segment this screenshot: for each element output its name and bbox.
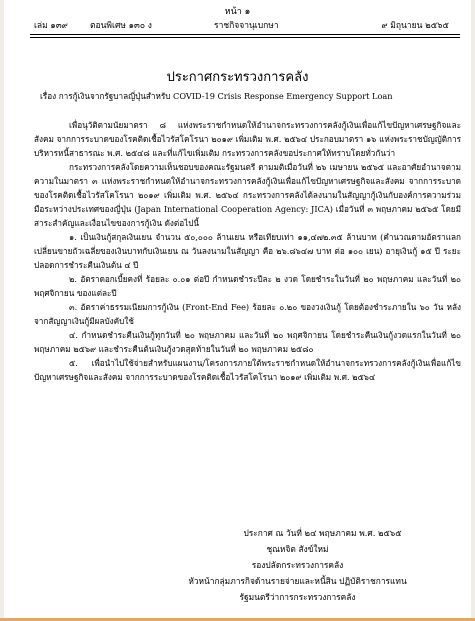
special-section: ตอนพิเศษ ๑๓๐ ง [90,21,152,31]
paragraph-approval: กระทรวงการคลังโดยความเห็นชอบของคณะรัฐมนตรี ตามมติเมื่อวันที่ ๒๖ เมษายน ๒๕๖๕ และอาศัยอำนาจตามความในมาตรา ๓ แห่งพระราชกำหนดให้อำนาจกระทรวงการคลังกู้เงินเพื่อแก้ไขปัญหาเศรษฐกิจและสังคม จากการระบาดของโรคติดเชื้อไวรัสโคโรนา ๒๐๑๙ เพิ่มเติม พ.ศ. ๒๕๖๔ กระทรวงการคลังได้ลงนามในสัญญากู้เงินกับองค์การความร่วมมือระหว่างประเทศของญี่ปุ่น (Japan International Cooperation Agency: JICA) เมื่อวันที่ ๓ พฤษภาคม ๒๕๖๕ โดยมีสาระสำคัญและเงื่อนไขของการกู้เงิน ดังต่อไปนี้ [34,162,461,228]
paragraph-item-5: ๕. เพื่อนำไปใช้จ่ายสำหรับแผนงาน/โครงการภายใต้พระราชกำหนดให้อำนาจกระทรวงการคลังกู้เงินเพื่อแก้ไขปัญหาเศรษฐกิจและสังคม จากการระบาดของโรคติดเชื้อไวรัสโคโรนา ๒๐๑๙ เพิ่มเติม พ.ศ. ๒๕๖๔ [34,358,461,382]
announced-date: ประกาศ ณ วันที่ ๒๔ พฤษภาคม พ.ศ. ๒๕๖๕ [243,528,402,538]
page-number: หน้า ๑ [224,7,251,17]
announcement-body [34,118,461,384]
paragraph-item-4: ๔. กำหนดชำระคืนเงินกู้ทุกวันที่ ๒๐ พฤษภาคม และวันที่ ๒๐ พฤศจิกายน โดยชำระคืนเงินกู้งวดแรกในวันที่ ๒๐ พฤษภาคม ๒๕๖๙ และชำระคืนต้นเงินกู้งวดสุดท้ายในวันที่ ๒๐ พฤษภาคม ๒๕๘๐ [34,330,461,354]
gazette-date: ๙ มิถุนายน ๒๕๖๕ [381,21,449,31]
signature-block [0,525,475,605]
signatory-name: ชุณหจิต สังข์ใหม่ [266,544,329,554]
signatory-position-2: หัวหน้ากลุ่มภารกิจด้านรายจ่ายและหนี้สิน ปฏิบัติราชการแทน [188,576,407,586]
paragraph-item-1: ๑. เป็นเงินกู้สกุลเงินเยน จำนวน ๕๐,๐๐๐ ล้านเยน หรือเทียบเท่า ๑๑,๔๗๒.๓๕ ล้านบาท (คำนวณตามอัตราแลกเปลี่ยนขายถัวเฉลี่ยของเงินบาทกับเงินเยน ณ วันลงนามในสัญญา คือ ๒๖.๘๖๔๗ บาท ต่อ ๑๐๐ เยน) อายุเงินกู้ ๑๕ ปี ระยะปลอดการชำระคืนเงินต้น ๔ ปี [34,232,461,270]
announcement-subject: เรื่อง การกู้เงินจากรัฐบาลญี่ปุ่นสำหรับ COVID-19 Crisis Response Emergency Support Loan [40,91,393,101]
volume-number: เล่ม ๑๓๙ [34,21,68,31]
paragraph-preamble: เพื่อนุวัติตามนัยมาตรา ๘ แห่งพระราชกำหนดให้อำนาจกระทรวงการคลังกู้เงินเพื่อแก้ไขปัญหาเศรษฐกิจและสังคม จากการระบาดของโรคติดเชื้อไวรัสโคโรนา ๒๐๑๙ เพิ่มเติม พ.ศ. ๒๕๖๔ ประกอบมาตรา ๑๖ แห่งพระราชบัญญัติการบริหารหนี้สาธารณะ พ.ศ. ๒๕๔๘ และที่แก้ไขเพิ่มเติม กระทรวงการคลังขอประกาศให้ทราบโดยทั่วกันว่า [34,120,461,158]
signatory-position-1: รองปลัดกระทรวงการคลัง [251,560,344,570]
paragraph-item-3: ๓. อัตราค่าธรรมเนียมการกู้เงิน (Front-End Fee) ร้อยละ ๐.๒๐ ของวงเงินกู้ โดยต้องชำระภายใน ๖๐ วัน หลังจากสัญญาเงินกู้มีผลบังคับใช้ [34,302,461,326]
header-rule-top [30,34,460,35]
announcement-title: ประกาศกระทรวงการคลัง [166,70,309,85]
paragraph-item-2: ๒. อัตราดอกเบี้ยคงที่ ร้อยละ ๐.๐๑ ต่อปี กำหนดชำระปีละ ๒ งวด โดยชำระในวันที่ ๒๐ พฤษภาคม และวันที่ ๒๐ พฤศจิกายน ของแต่ละปี [34,274,461,298]
gazette-name: ราชกิจจานุเบกษา [214,21,279,31]
signatory-position-3: รัฐมนตรีว่าการกระทรวงการคลัง [239,592,356,602]
header-rule-bottom [30,37,460,38]
